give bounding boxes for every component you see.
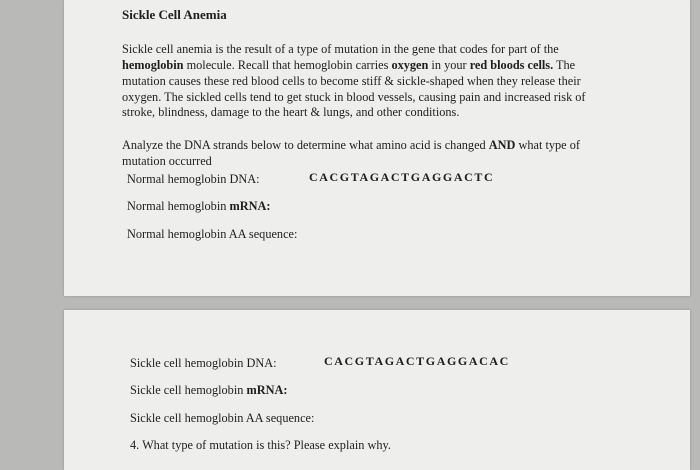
normal-mrna-label: Normal hemoglobin mRNA: (127, 199, 271, 213)
instruction-text-a: Analyze the DNA strands below to determine what amino acid is changed (122, 138, 489, 152)
question-4: 4. What type of mutation is this? Please explain why. (130, 438, 391, 452)
instruction-line-2: mutation occurred (122, 154, 212, 168)
intro-line-3: mutation causes these red blood cells to become stiff & sickle-shaped when they release their (122, 74, 581, 88)
intro-line-2-text-b: in your (428, 58, 470, 72)
normal-dna-sequence: CACGTAGACTGAGGACTC (309, 170, 495, 184)
intro-line-2 (122, 57, 575, 73)
intro-line-4: oxygen. The sickled cells tend to get stuck in blood vessels, causing pain and increased risk of (122, 90, 586, 104)
intro-line-5: stroke, blindness, damage to the heart & lungs, and other conditions. (122, 105, 460, 119)
instruction-line-1 (122, 137, 580, 153)
intro-line-2-text-a: molecule. Recall that hemoglobin carries (183, 58, 392, 72)
instruction-and: AND (488, 138, 516, 152)
term-oxygen: oxygen (391, 58, 429, 72)
normal-dna-label: Normal hemoglobin DNA: (127, 172, 260, 186)
intro-line-2-text-c: The (553, 58, 576, 72)
term-red-blood-cells: red bloods cells. (469, 58, 554, 72)
intro-line-1: Sickle cell anemia is the result of a type of mutation in the gene that codes for part of the (122, 42, 559, 56)
sickle-dna-sequence: CACGTAGACTGAGGACAC (324, 354, 510, 368)
normal-aa-label: Normal hemoglobin AA sequence: (127, 227, 298, 241)
sickle-aa-label: Sickle cell hemoglobin AA sequence: (130, 411, 315, 425)
instruction-text-b: what type of (515, 138, 580, 152)
sickle-dna-label: Sickle cell hemoglobin DNA: (130, 356, 277, 370)
worksheet-title: Sickle Cell Anemia (122, 7, 227, 22)
sickle-mrna-label: Sickle cell hemoglobin mRNA: (130, 383, 288, 397)
term-hemoglobin: hemoglobin (122, 58, 184, 72)
